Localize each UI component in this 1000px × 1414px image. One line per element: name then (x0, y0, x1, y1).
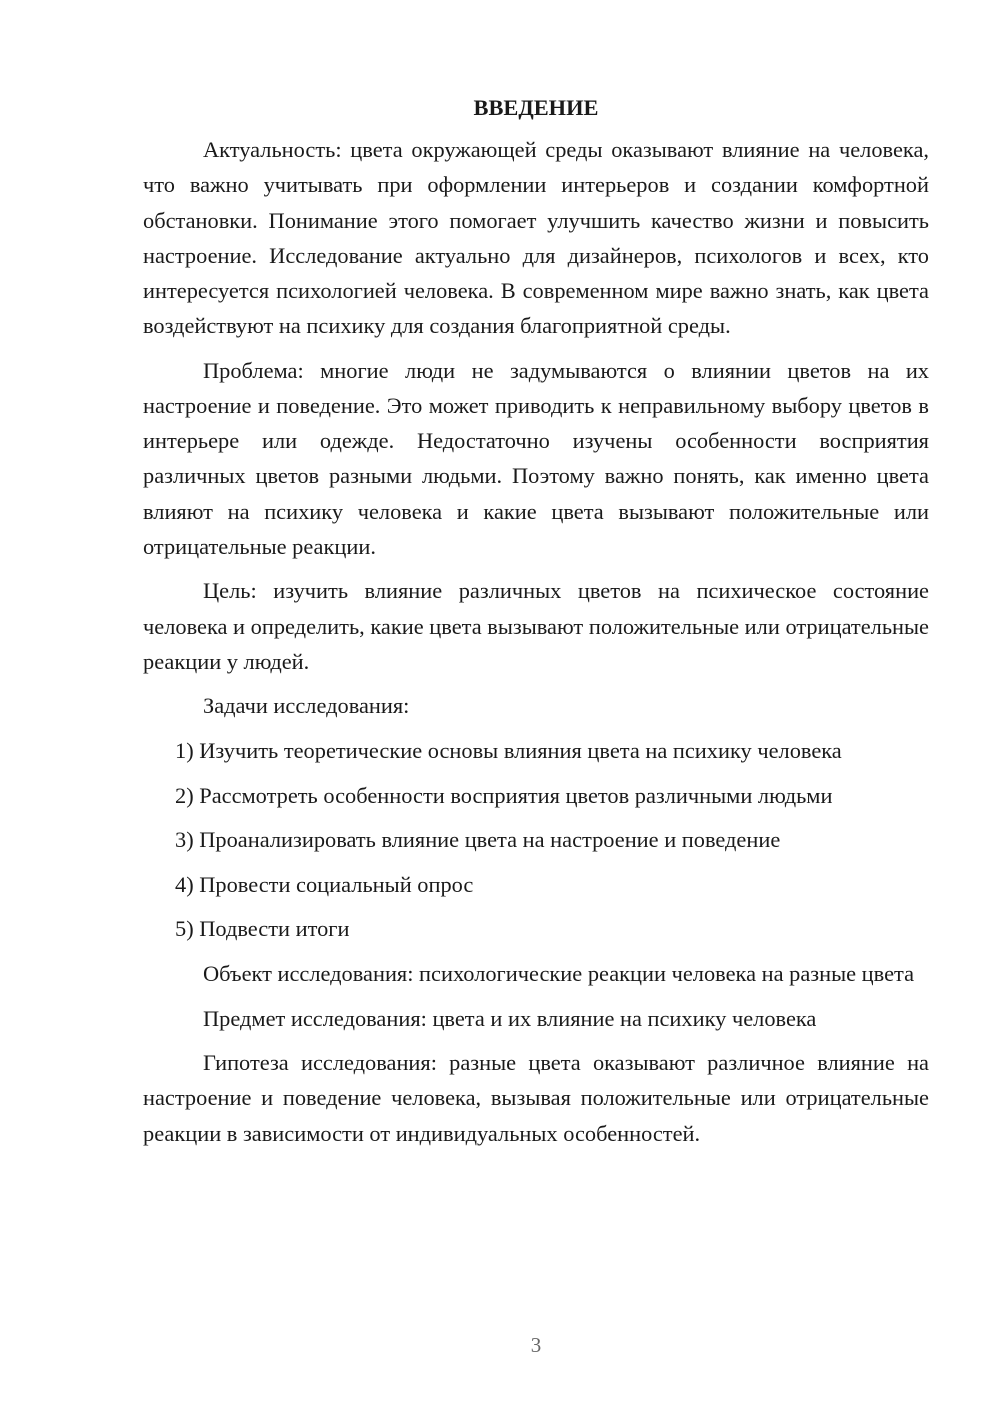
paragraph-hypothesis: Гипотеза исследования: разные цвета оказывают различное влияние на настроение и поведение человека, вызывая положительные или отрицательные реакции в зависимости от индивидуальных особенностей. (143, 1050, 929, 1146)
paragraph-object: Объект исследования: психологические реакции человека на разные цвета (203, 960, 915, 986)
list-item: 3) Проанализировать влияние цвета на настроение и поведение (175, 827, 781, 853)
document-page (143, 90, 929, 1160)
tasks-list (143, 733, 929, 947)
paragraph-relevance: Актуальность: цвета окружающей среды оказывают влияние на человека, что важно учитывать при оформлении интерьеров и создании комфортной обстановки. Понимание этого помогает улучшить качество жизни и повысить настроение. Исследование актуально для дизайнеров, психологов и всех, кто интересуется психологией человека. В современном мире важно знать, как цвета воздействуют на психику для создания благоприятной среды. (143, 137, 929, 339)
list-item: 5) Подвести итоги (175, 916, 350, 942)
list-item: 4) Провести социальный опрос (175, 871, 474, 897)
page-title: ВВЕДЕНИЕ (473, 95, 599, 120)
paragraph-goal: Цель: изучить влияние различных цветов на психическое состояние человека и определить, какие цвета вызывают положительные или отрицательные реакции у людей. (143, 578, 929, 674)
tasks-heading: Задачи исследования: (203, 693, 410, 719)
page-number: 3 (530, 1333, 542, 1357)
list-item: 2) Рассмотреть особенности восприятия цветов различными людьми (175, 782, 833, 808)
paragraph-problem: Проблема: многие люди не задумываются о влиянии цветов на их настроение и поведение. Это может приводить к неправильному выбору цветов в интерьере или одежде. Недостаточно изучены особенности восприятия различных цветов разными людьми. Поэтому важно понять, как именно цвета влияют на психику человека и какие цвета вызывают положительные или отрицательные реакции. (143, 357, 929, 559)
paragraph-subject: Предмет исследования: цвета и их влияние на психику человека (203, 1005, 817, 1031)
list-item: 1) Изучить теоретические основы влияния цвета на психику человека (175, 738, 842, 764)
